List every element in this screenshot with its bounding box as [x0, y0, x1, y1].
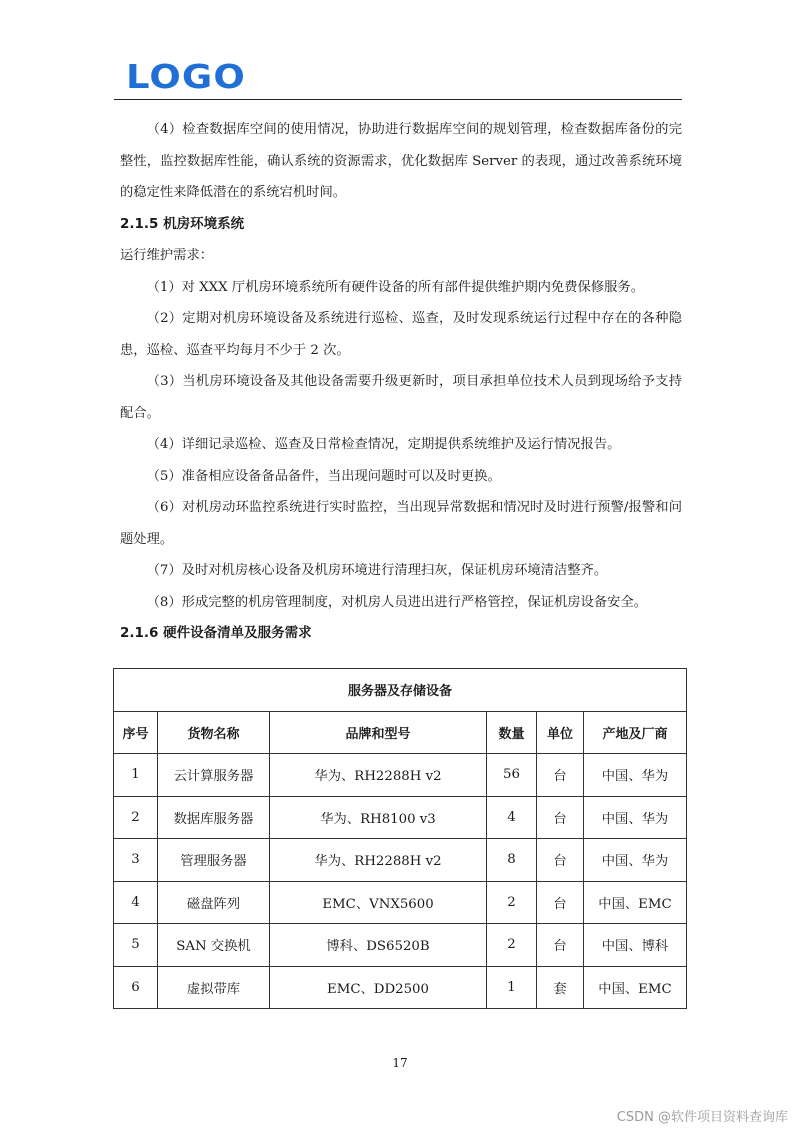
- table-row: [114, 754, 687, 797]
- paragraph-db-space: （4）检查数据库空间的使用情况，协助进行数据库空间的规划管理，检查数据库备份的完整性，监控数据库性能，确认系统的资源需求，优化数据库 Server 的表现，通过改善系统环境的稳定性来降低潜在的系统宕机时间。: [120, 122, 682, 200]
- requirement-item-4: （4）详细记录巡检、巡查及日常检查情况，定期提供系统维护及运行情况报告。: [146, 437, 621, 452]
- equipment-table: [113, 668, 687, 1009]
- table-cell: 台: [537, 924, 584, 967]
- table-cell: 台: [537, 754, 584, 797]
- table-cell: 56: [487, 754, 537, 797]
- requirement-item-2: （2）定期对机房环境设备及系统进行巡检、巡查，及时发现系统运行过程中存在的各种隐患，巡检、巡查平均每月不少于 2 次。: [120, 311, 682, 358]
- requirement-item-1: （1）对 XXX 厅机房环境系统所有硬件设备的所有部件提供维护期内免费保修服务。: [146, 279, 644, 295]
- requirement-item-8: （8）形成完整的机房管理制度，对机房人员进出进行严格管控，保证机房设备安全。: [146, 594, 648, 610]
- requirement-item-6: （6）对机房动环监控系统进行实时监控，当出现异常数据和情况时及时进行预警/报警和问题处理。: [120, 500, 682, 547]
- table-cell: 博科、DS6520B: [270, 924, 487, 967]
- column-header: 货物名称: [158, 711, 270, 754]
- table-cell: 2: [114, 796, 158, 839]
- table-cell: 中国、华为: [584, 754, 687, 797]
- table-cell: 台: [537, 839, 584, 882]
- table-cell: SAN 交换机: [158, 924, 270, 967]
- table-title-row: [114, 669, 687, 712]
- document-body: [120, 114, 682, 650]
- table-cell: 虚拟带库: [158, 966, 270, 1009]
- table-row: [114, 796, 687, 839]
- table-cell: 中国、华为: [584, 839, 687, 882]
- requirement-item-3: （3）当机房环境设备及其他设备需要升级更新时，项目承担单位技术人员到现场给予支持配合。: [120, 374, 682, 421]
- column-header: 产地及厂商: [584, 711, 687, 754]
- table-row: [114, 924, 687, 967]
- table-cell: 台: [537, 796, 584, 839]
- table-cell: 3: [114, 839, 158, 882]
- table-cell: 华为、RH2288H v2: [270, 839, 487, 882]
- table-row: [114, 881, 687, 924]
- table-cell: EMC、VNX5600: [270, 881, 487, 924]
- table-cell: 磁盘阵列: [158, 881, 270, 924]
- table-header-row: [114, 711, 687, 754]
- column-header: 序号: [114, 711, 158, 754]
- table-cell: 套: [537, 966, 584, 1009]
- requirement-item-7: （7）及时对机房核心设备及机房环境进行清理扫灰，保证机房环境清洁整齐。: [146, 563, 608, 578]
- logo: LOGO: [126, 57, 246, 96]
- header-divider: [114, 99, 682, 100]
- table-title: 服务器及存储设备: [114, 669, 687, 712]
- table-cell: 2: [487, 924, 537, 967]
- table-cell: 台: [537, 881, 584, 924]
- equipment-table-wrapper: [113, 668, 687, 1009]
- table-cell: 4: [487, 796, 537, 839]
- table-cell: EMC、DD2500: [270, 966, 487, 1009]
- table-cell: 中国、EMC: [584, 881, 687, 924]
- table-cell: 8: [487, 839, 537, 882]
- table-cell: 4: [114, 881, 158, 924]
- table-cell: 1: [114, 754, 158, 797]
- page-number: 17: [392, 1056, 408, 1070]
- column-header: 单位: [537, 711, 584, 754]
- table-cell: 5: [114, 924, 158, 967]
- table-cell: 2: [487, 881, 537, 924]
- section-heading-2-1-5: 2.1.5 机房环境系统: [120, 215, 245, 232]
- column-header: 数量: [487, 711, 537, 754]
- table-cell: 中国、EMC: [584, 966, 687, 1009]
- table-cell: 6: [114, 966, 158, 1009]
- watermark-text: CSDN @软件项目资料查询库: [616, 1110, 788, 1125]
- ops-requirement-label: 运行维护需求：: [120, 248, 214, 263]
- table-cell: 华为、RH8100 v3: [270, 796, 487, 839]
- table-cell: 云计算服务器: [158, 754, 270, 797]
- table-cell: 1: [487, 966, 537, 1009]
- table-cell: 华为、RH2288H v2: [270, 754, 487, 797]
- table-cell: 中国、华为: [584, 796, 687, 839]
- table-cell: 管理服务器: [158, 839, 270, 882]
- table-row: [114, 839, 687, 882]
- requirement-item-5: （5）准备相应设备备品备件，当出现问题时可以及时更换。: [146, 468, 501, 484]
- table-cell: 中国、博科: [584, 924, 687, 967]
- section-heading-2-1-6: 2.1.6 硬件设备清单及服务需求: [120, 625, 312, 641]
- table-row: [114, 966, 687, 1009]
- table-cell: 数据库服务器: [158, 796, 270, 839]
- column-header: 品牌和型号: [270, 711, 487, 754]
